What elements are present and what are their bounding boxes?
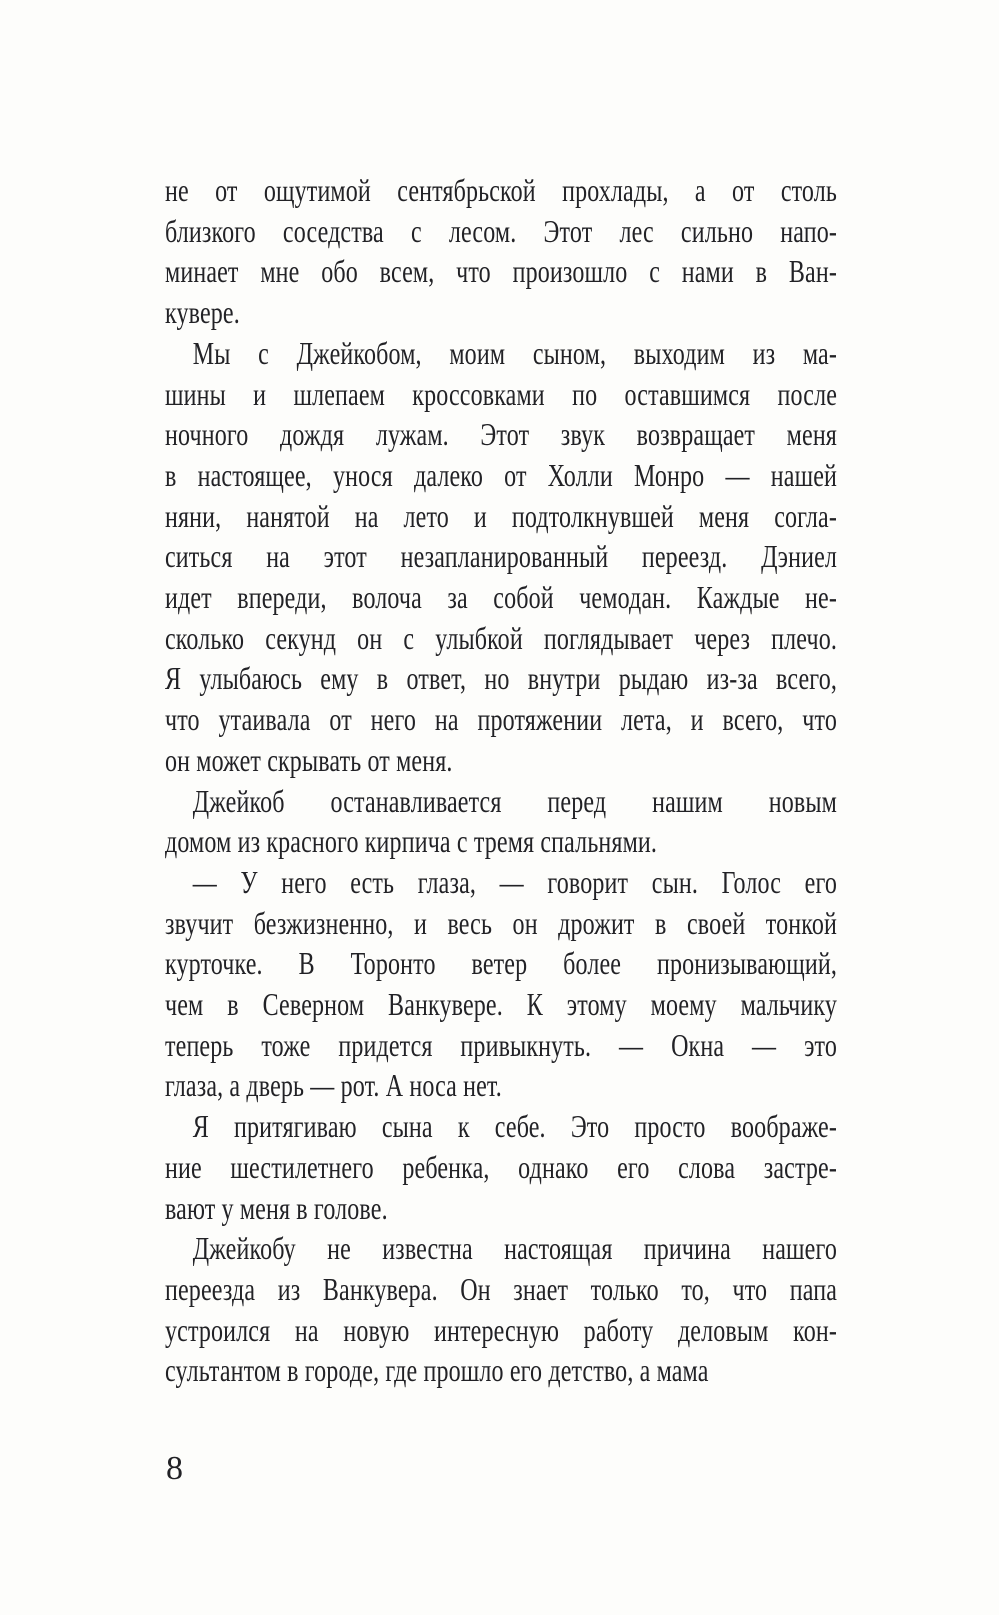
text-line: Я улыбаюсь ему в ответ, но внутри рыдаю из-за всего, xyxy=(165,660,837,697)
text-line: Джейкобу не известна настоящая причина нашего xyxy=(192,1230,837,1267)
paragraph xyxy=(165,170,837,333)
text-line: звучит безжизненно, и весь он дрожит в своей тонкой xyxy=(165,904,837,941)
text-line: чем в Северном Ванкувере. К этому моему мальчику xyxy=(165,986,837,1023)
text-line: няни, нанятой на лето и подтолкнувшей меня согла- xyxy=(165,497,837,534)
paragraph xyxy=(165,781,837,862)
text-line: устроился на новую интересную работу деловым кон- xyxy=(165,1311,837,1348)
paragraph xyxy=(165,333,837,781)
text-line: в настоящее, унося далеко от Холли Монро — нашей xyxy=(165,456,837,493)
text-line: не от ощутимой сентябрьской прохлады, а от столь xyxy=(165,172,837,208)
paragraph xyxy=(165,862,837,1106)
text-line: что утаивала от него на протяжении лета, и всего, что xyxy=(165,701,837,738)
text-line: сколько секунд он с улыбкой поглядывает через плечо. xyxy=(165,619,837,656)
text-line: ситься на этот незапланированный переезд. Дэниел xyxy=(165,538,837,575)
text-line: вают у меня в голове. xyxy=(165,1189,388,1226)
text-line: курточке. В Торонто ветер более пронизывающий, xyxy=(165,945,837,982)
text-line: домом из красного кирпича с тремя спальнями. xyxy=(165,823,658,860)
text-line: глаза, а дверь — рот. А носа нет. xyxy=(165,1067,502,1104)
text-line: — У него есть глаза, — говорит сын. Голос его xyxy=(192,863,837,900)
text-line: сультантом в городе, где прошло его детство, а мама xyxy=(165,1352,709,1389)
text-line: он может скрывать от меня. xyxy=(165,741,453,778)
text-line: Мы с Джейкобом, моим сыном, выходим из ма- xyxy=(192,334,837,371)
paragraph xyxy=(165,1106,837,1228)
text-line: ние шестилетнего ребенка, однако его слова застре- xyxy=(165,1148,837,1185)
text-line: ночного дождя лужам. Этот звук возвращает меня xyxy=(165,416,837,453)
text-line: кувере. xyxy=(165,294,240,331)
text-line: переезда из Ванкувера. Он знает только то, что папа xyxy=(165,1270,837,1307)
text-line: близкого соседства с лесом. Этот лес сильно напо- xyxy=(165,212,837,249)
text-line: шины и шлепаем кроссовками по оставшимся после xyxy=(165,375,837,412)
text-block xyxy=(165,170,837,1391)
paragraph xyxy=(165,1228,837,1391)
text-line: идет впереди, волоча за собой чемодан. Каждые не- xyxy=(165,579,837,616)
page-number: 8 xyxy=(166,1450,183,1487)
text-line: теперь тоже придется привыкнуть. — Окна — это xyxy=(165,1026,837,1063)
text-line: минает мне обо всем, что произошло с нами в Ван- xyxy=(165,253,837,290)
text-line: Джейкоб останавливается перед нашим новым xyxy=(192,782,837,819)
text-line: Я притягиваю сына к себе. Это просто воображе- xyxy=(192,1108,837,1145)
